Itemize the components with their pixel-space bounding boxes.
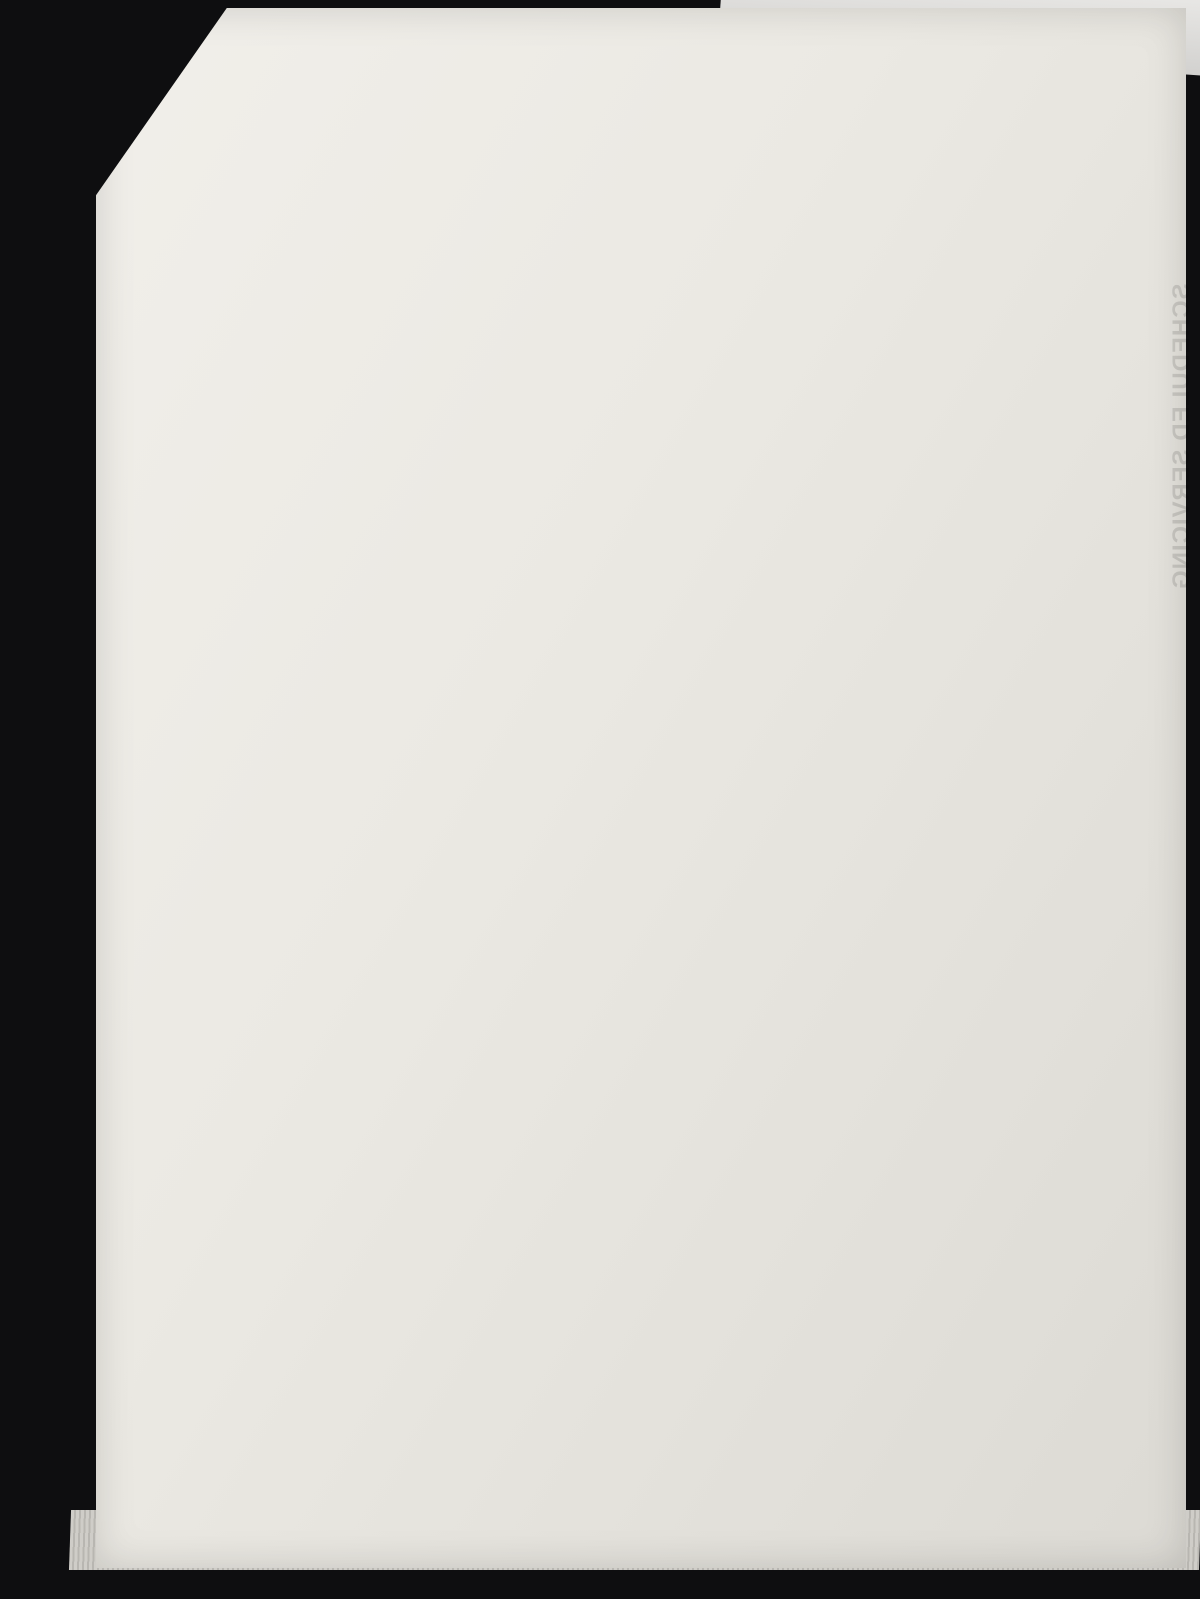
bleed-through-heading: SCHEDULED SERVICING [1168,283,1195,590]
rotated-page-content [1160,50,1200,1470]
booklet-page [96,8,1186,1568]
